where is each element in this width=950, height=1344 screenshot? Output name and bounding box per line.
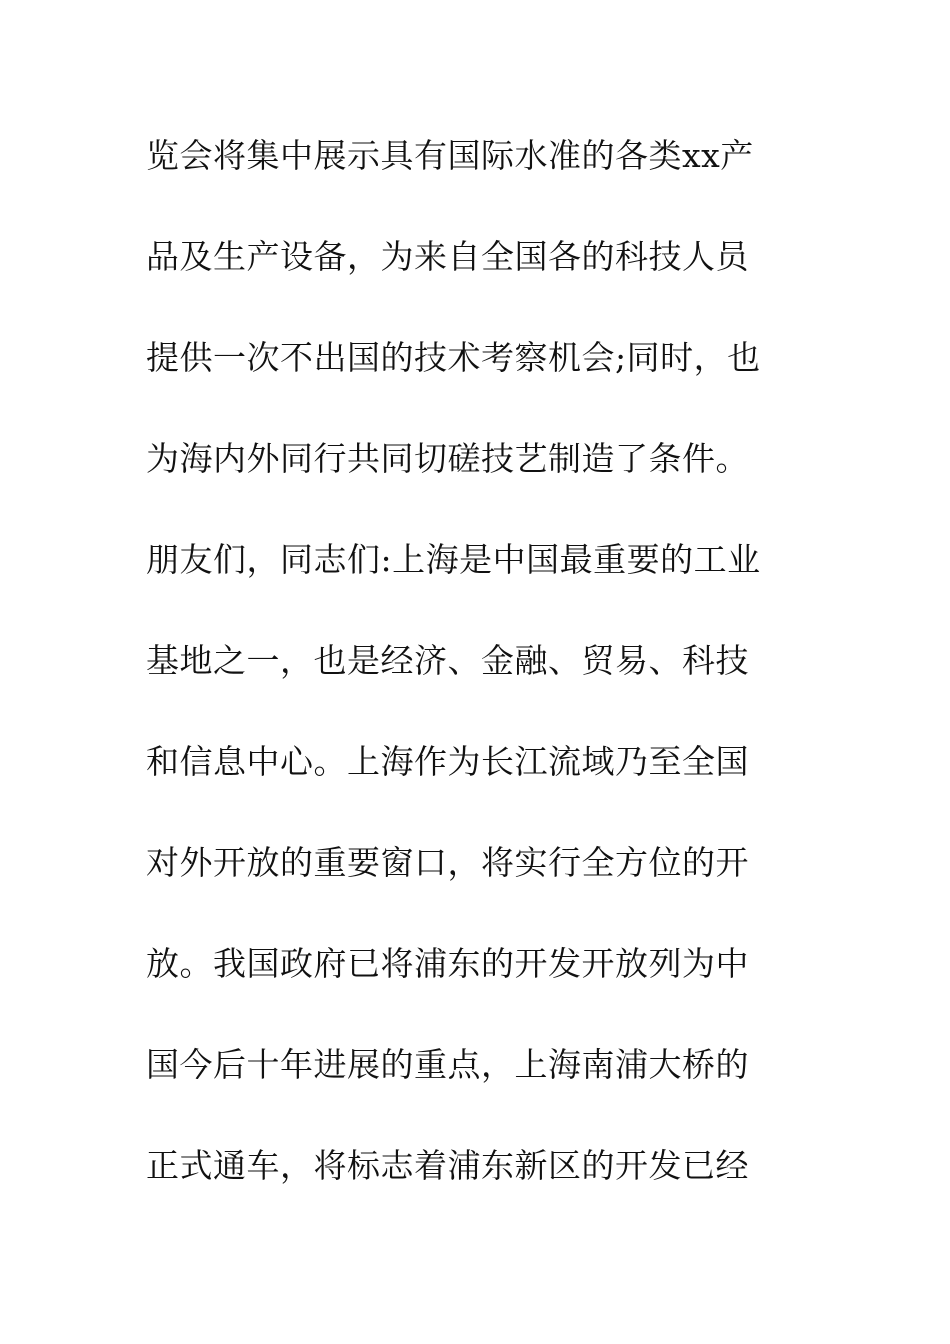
text-line: 提供一次不出国的技术考察机会;同时，也 xyxy=(146,338,761,377)
text-line: 对外开放的重要窗口，将实行全方位的开 xyxy=(146,843,749,882)
text-line: 为海内外同行共同切磋技艺制造了条件。 xyxy=(146,439,749,478)
text-line: 览会将集中展示具有国际水准的各类xx产 xyxy=(146,136,754,175)
text-line: 国今后十年进展的重点，上海南浦大桥的 xyxy=(146,1045,749,1084)
text-line: 放。我国政府已将浦东的开发开放列为中 xyxy=(146,944,749,983)
text-line: 基地之一，也是经济、金融、贸易、科技 xyxy=(146,641,749,680)
text-line: 和信息中心。上海作为长江流域乃至全国 xyxy=(146,742,749,781)
text-line: 朋友们，同志们:上海是中国最重要的工业 xyxy=(146,540,761,579)
body-text xyxy=(146,128,806,1239)
text-line: 正式通车，将标志着浦东新区的开发已经 xyxy=(146,1146,749,1185)
text-line: 品及生产设备，为来自全国各的科技人员 xyxy=(146,237,749,276)
